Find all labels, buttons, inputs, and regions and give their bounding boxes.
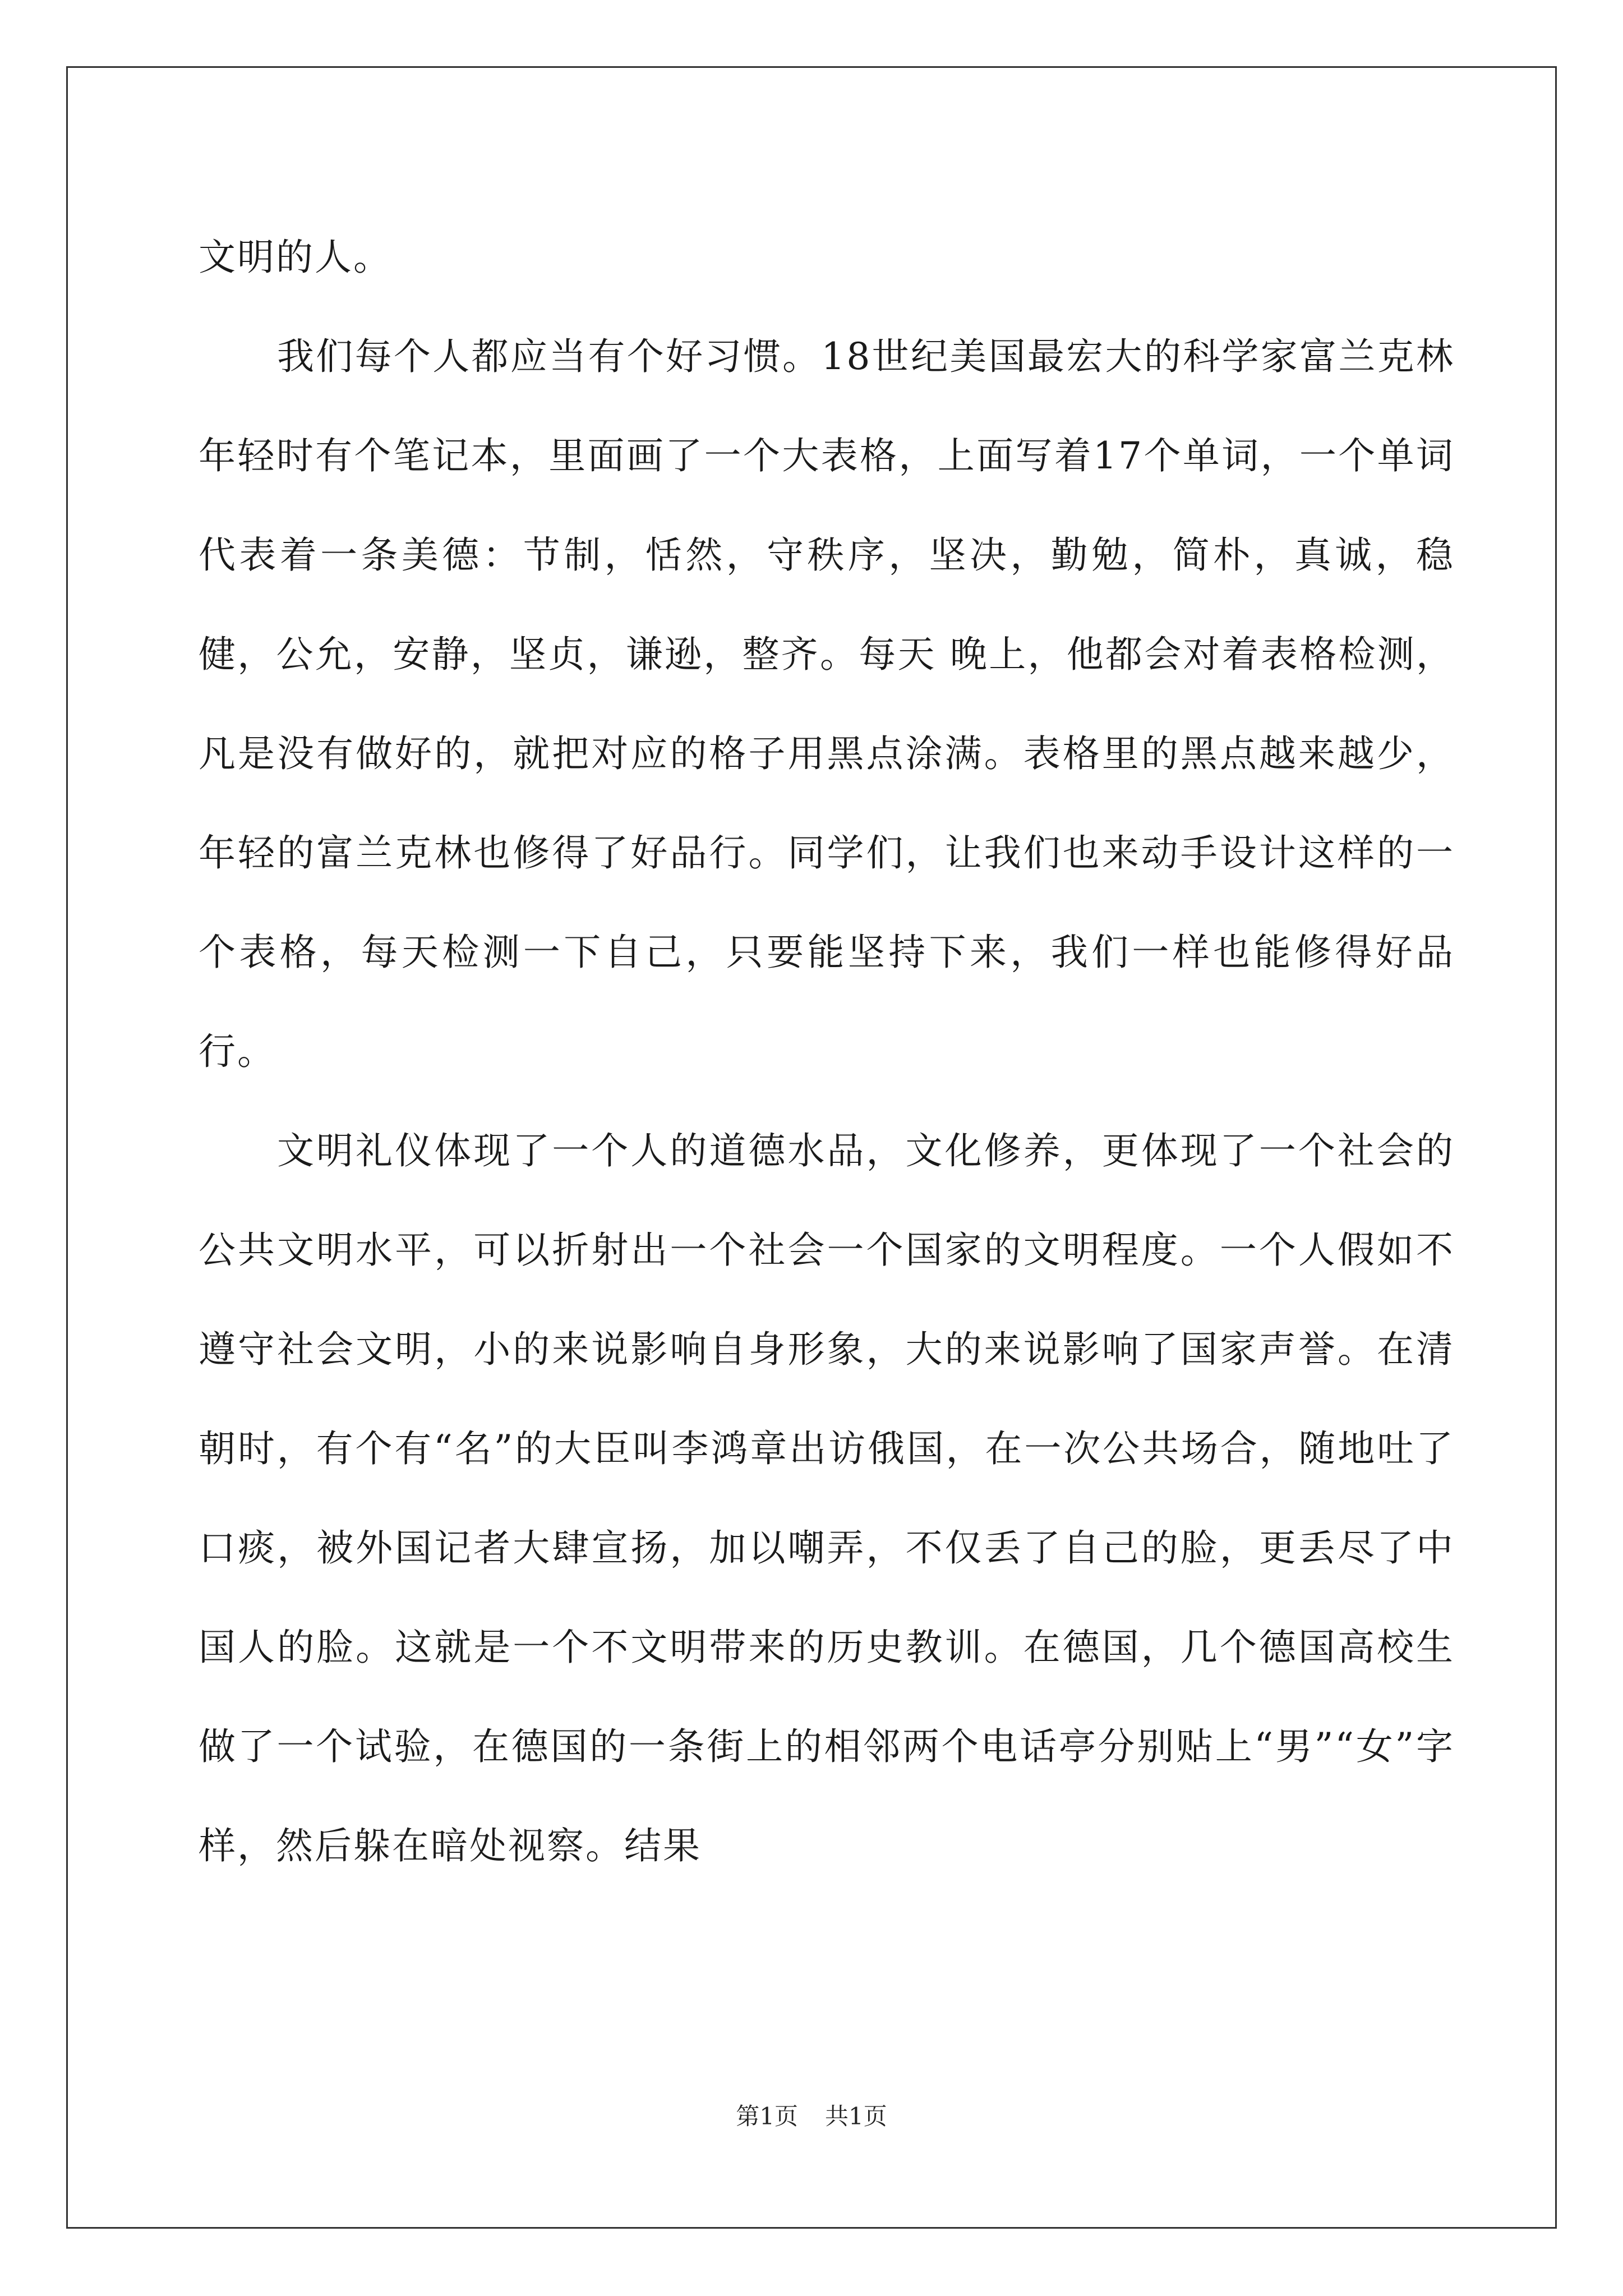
paragraph-civility: 文明礼仪体现了一个人的道德水品，文化修养，更体现了一个社会的公共文明水平，可以折射出一个社会一个国家的文明程度。一个人假如不遵守社会文明，小的来说影响自身形象，大的来说影响了国家声誉。在清朝时，有个有“名”的大臣叫李鸿章出访俄国，在一次公共场合，随地吐了口痰，被外国记者大肆宣扬，加以嘲弄，不仅丢了自己的脸，更丢尽了中国人的脸。这就是一个不文明带来的历史教训。在德国，几个德国高校生做了一个试验，在德国的一条街上的相邻两个电话亭分别贴上“男”“女”字样，然后躲在暗处视察。结果: [199, 1129, 1455, 1867]
paragraph-franklin: 我们每个人都应当有个好习惯。18世纪美国最宏大的科学家富兰克林年轻时有个笔记本，里面画了一个大表格，上面写着17个单词，一个单词代表着一条美德：节制，恬然，守秩序，坚决，勤勉，简朴，真诚，稳健，公允，安静，坚贞，谦逊，整齐。每天 晚上，他都会对着表格检测，凡是没有做好的，就把对应的格子用黑点涂满。表格里的黑点越来越少，年轻的富兰克林也修得了好品行。同学们，让我们也来动手设计这样的一个表格，每天检测一下自己，只要能坚持下来，我们一样也能修得好品行。: [199, 335, 1455, 1073]
paragraph-continuation: 文明的人。: [199, 236, 392, 279]
page-number: 第1页: [736, 2102, 798, 2130]
document-body: [199, 208, 1455, 1895]
page-total: 共1页: [825, 2102, 887, 2130]
page-footer: [0, 2100, 1623, 2133]
